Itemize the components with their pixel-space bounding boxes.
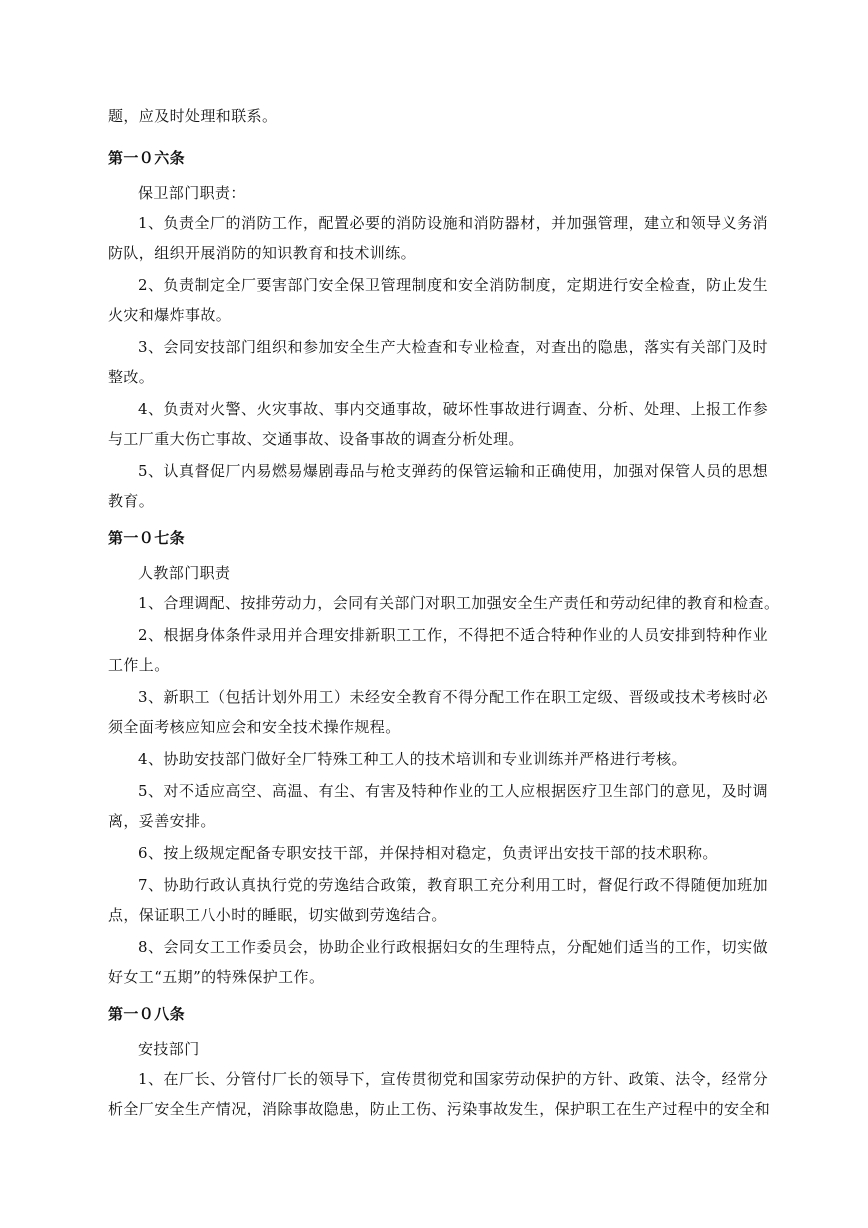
text-line: 离，妥善安排。 [108, 812, 216, 830]
text-line: 安技部门 [138, 1040, 200, 1058]
article-heading: 第一０七条 [108, 529, 186, 547]
text-line: 题，应及时处理和联系。 [108, 107, 278, 125]
text-line: 防队，组织开展消防的知识教育和技术训练。 [108, 244, 417, 262]
text-line: 2、根据身体条件录用并合理安排新职工工作，不得把不适合特种作业的人员安排到特种作业 [138, 626, 768, 644]
text-line: 好女工“五期”的特殊保护工作。 [108, 968, 325, 986]
article-heading: 第一０六条 [108, 149, 186, 167]
text-line: 8、会同女工工作委员会，协助企业行政根据妇女的生理特点，分配她们适当的工作，切实做 [138, 938, 768, 956]
article-heading: 第一０八条 [108, 1005, 186, 1023]
text-line: 4、协助安技部门做好全厂特殊工种工人的技术培训和专业训练并严格进行考核。 [138, 750, 687, 768]
text-line: 3、新职工（包括计划外用工）未经安全教育不得分配工作在职工定级、晋级或技术考核时必 [138, 688, 768, 706]
text-line: 点，保证职工八小时的睡眠，切实做到劳逸结合。 [108, 906, 447, 924]
text-line: 须全面考核应知应会和安全技术操作规程。 [108, 718, 401, 736]
text-line: 1、负责全厂的消防工作，配置必要的消防设施和消防器材，并加强管理，建立和领导义务消 [138, 214, 768, 232]
text-line: 与工厂重大伤亡事故、交通事故、设备事故的调查分析处理。 [108, 430, 524, 448]
text-line: 工作上。 [108, 656, 170, 674]
text-line: 火灾和爆炸事故。 [108, 306, 232, 324]
text-line: 人教部门职责 [138, 564, 231, 582]
text-line: 1、合理调配、按排劳动力，会同有关部门对职工加强安全生产责任和劳动纪律的教育和检查。 [138, 594, 780, 612]
text-line: 7、协助行政认真执行党的劳逸结合政策，教育职工充分利用工时，督促行政不得随便加班加 [138, 876, 768, 894]
text-line: 整改。 [108, 368, 155, 386]
text-line: 5、认真督促厂内易燃易爆剧毒品与枪支弹药的保管运输和正确使用，加强对保管人员的思想 [138, 462, 768, 480]
text-line: 保卫部门职责： [138, 184, 246, 202]
text-line: 1、在厂长、分管付厂长的领导下，宣传贯彻党和国家劳动保护的方针、政策、法令，经常分 [138, 1070, 768, 1088]
text-line: 4、负责对火警、火灾事故、事内交通事故，破坏性事故进行调查、分析、处理、上报工作参 [138, 400, 768, 418]
text-line: 6、按上级规定配备专职安技干部，并保持相对稳定，负责评出安技干部的技术职称。 [138, 844, 718, 862]
text-line: 析全厂安全生产情况，消除事故隐患，防止工伤、污染事故发生，保护职工在生产过程中的安全和 [108, 1100, 771, 1118]
text-line: 3、会同安技部门组织和参加安全生产大检查和专业检查，对查出的隐患，落实有关部门及时 [138, 338, 768, 356]
text-line: 教育。 [108, 492, 155, 510]
text-line: 5、对不适应高空、高温、有尘、有害及特种作业的工人应根据医疗卫生部门的意见，及时调 [138, 782, 768, 800]
text-line: 2、负责制定全厂要害部门安全保卫管理制度和安全消防制度，定期进行安全检查，防止发生 [138, 276, 768, 294]
